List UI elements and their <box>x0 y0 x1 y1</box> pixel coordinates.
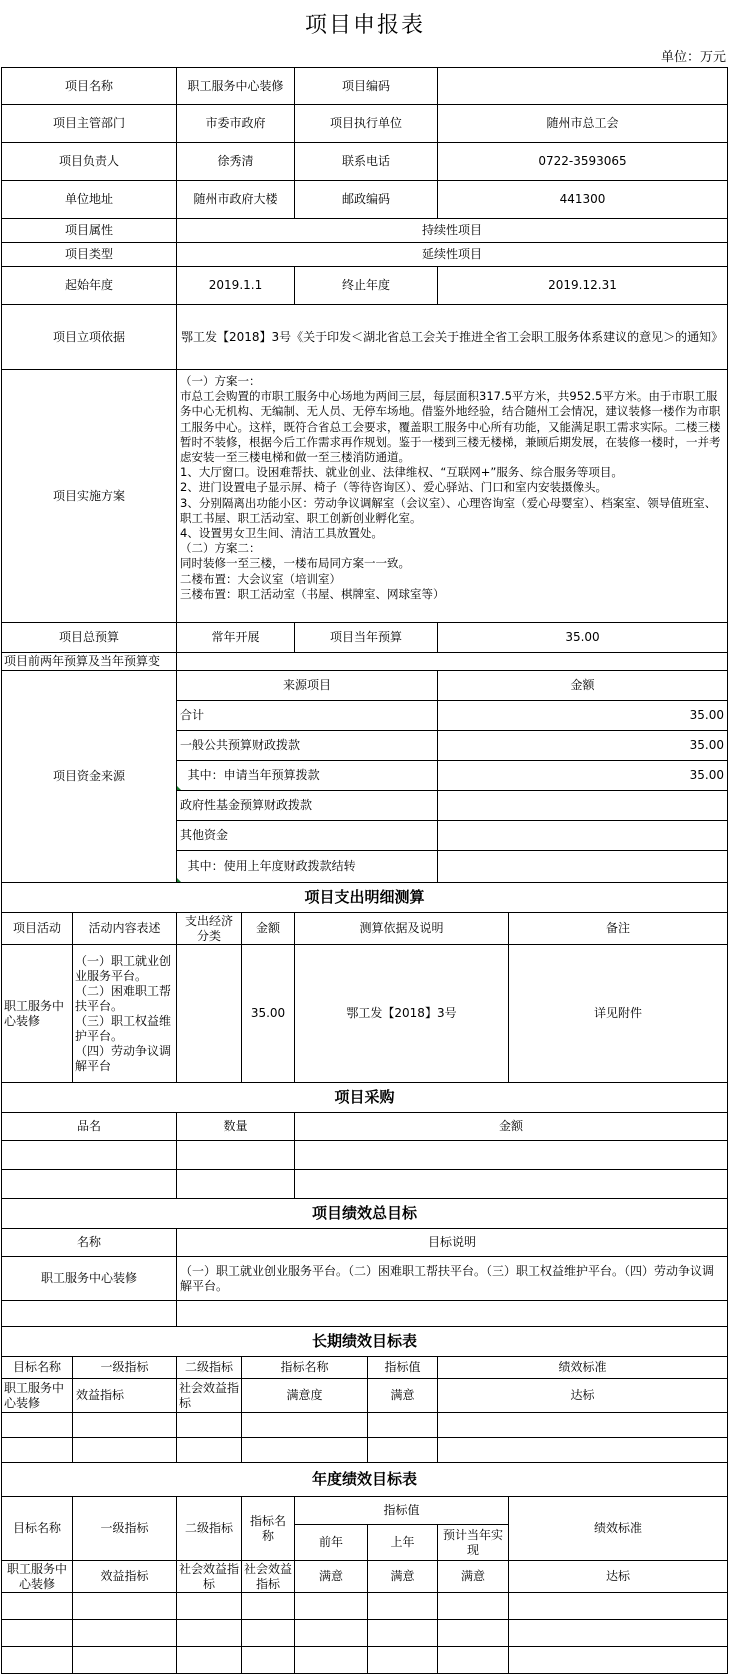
funding-col-amount: 金额 <box>438 671 728 701</box>
performance-name: 职工服务中心装修 <box>1 1257 177 1301</box>
funding-col-source: 来源项目 <box>177 671 438 701</box>
basis-value: 鄂工发【2018】3号《关于印发＜湖北省总工会关于推进全省工会职工服务体系建议的意见＞的通知》 <box>177 305 728 370</box>
annual-cell <box>509 1647 728 1674</box>
expense-header: 金额 <box>242 913 295 945</box>
longterm-cell: 效益指标 <box>73 1379 177 1413</box>
longterm-cell <box>438 1438 728 1463</box>
plan-label: 项目实施方案 <box>1 370 177 623</box>
annual-cell <box>368 1593 438 1620</box>
annual-cell <box>1 1647 73 1674</box>
expense-header: 支出经济分类 <box>177 913 242 945</box>
code-label: 项目编码 <box>295 67 438 105</box>
performance-header: 目标说明 <box>177 1229 728 1257</box>
longterm-cell <box>242 1413 368 1438</box>
longterm-cell <box>438 1413 728 1438</box>
annual-cell <box>438 1593 509 1620</box>
longterm-cell <box>368 1438 438 1463</box>
longterm-cell <box>242 1438 368 1463</box>
annual-cell <box>295 1593 368 1620</box>
longterm-header: 绩效标准 <box>438 1357 728 1379</box>
annual-cell <box>295 1620 368 1647</box>
annual-cell: 效益指标 <box>73 1561 177 1593</box>
longterm-header: 二级指标 <box>177 1357 242 1379</box>
prev-budget-label: 项目前两年预算及当年预算变 <box>1 653 177 671</box>
address-label: 单位地址 <box>1 181 177 219</box>
postcode-value: 441300 <box>438 181 728 219</box>
type-label: 项目类型 <box>1 243 177 267</box>
procurement-cell <box>177 1170 295 1199</box>
name-value: 职工服务中心装修 <box>177 67 295 105</box>
procurement-cell <box>295 1141 728 1170</box>
phone-label: 联系电话 <box>295 143 438 181</box>
expense-header: 活动内容表述 <box>73 913 177 945</box>
expense-header: 备注 <box>509 913 728 945</box>
annual-cell <box>242 1620 295 1647</box>
end-label: 终止年度 <box>295 267 438 305</box>
procurement-cell <box>1 1170 177 1199</box>
page-title: 项目申报表 <box>304 13 425 38</box>
funding-row-amount <box>438 791 728 821</box>
annual-sub-header: 预计当年实现 <box>438 1525 509 1561</box>
annual-cell <box>177 1593 242 1620</box>
postcode-label: 邮政编码 <box>295 181 438 219</box>
longterm-title: 长期绩效目标表 <box>1 1327 728 1357</box>
attr-label: 项目属性 <box>1 219 177 243</box>
exec-label: 项目执行单位 <box>295 105 438 143</box>
expense-content: （一）职工就业创业服务平台。 （二）困难职工帮扶平台。 （三）职工权益维护平台。 （四）劳动争议调解平台 <box>73 945 177 1083</box>
longterm-cell <box>73 1413 177 1438</box>
annual-cell <box>368 1647 438 1674</box>
longterm-cell: 社会效益指标 <box>177 1379 242 1413</box>
longterm-cell: 满意度 <box>242 1379 368 1413</box>
longterm-cell <box>177 1413 242 1438</box>
annual-header: 指标名称 <box>242 1497 295 1561</box>
longterm-cell <box>1 1413 73 1438</box>
funding-row-amount: 35.00 <box>438 701 728 731</box>
annual-header: 二级指标 <box>177 1497 242 1561</box>
annual-cell: 社会效益指标 <box>242 1561 295 1593</box>
expense-header: 项目活动 <box>1 913 73 945</box>
annual-cell <box>368 1620 438 1647</box>
annual-cell <box>242 1647 295 1674</box>
annual-cell <box>295 1647 368 1674</box>
procurement-cell <box>177 1141 295 1170</box>
application-form <box>1 67 728 1674</box>
start-label: 起始年度 <box>1 267 177 305</box>
annual-cell <box>509 1620 728 1647</box>
longterm-cell: 达标 <box>438 1379 728 1413</box>
longterm-cell <box>73 1438 177 1463</box>
procurement-title: 项目采购 <box>1 1083 728 1113</box>
attr-value: 持续性项目 <box>177 219 728 243</box>
annual-cell: 满意 <box>368 1561 438 1593</box>
funding-row-name: 合计 <box>177 701 438 731</box>
unit-label: 单位：万元 <box>660 50 726 65</box>
longterm-header: 指标值 <box>368 1357 438 1379</box>
cur-budget-value: 35.00 <box>438 623 728 653</box>
cur-budget-label: 项目当年预算 <box>295 623 438 653</box>
annual-cell <box>438 1647 509 1674</box>
funding-row-name: 其中：申请当年预算拨款 <box>177 761 438 791</box>
annual-cell <box>1 1620 73 1647</box>
funding-row-name: 其中：使用上年度财政拨款结转 <box>177 851 438 883</box>
annual-header: 指标值 <box>295 1497 509 1525</box>
leader-value: 徐秀清 <box>177 143 295 181</box>
plan-value: （一）方案一： 市总工会购置的市职工服务中心场地为两间三层，每层面积317.5平方米，共952.5平方米。由于市职工服务中心无机构、无编制、无人员、无停车场地。借鉴外地经验，结合随州工会情况，建议装修一楼作为市职工服务中心。这样，既符合省总工会要求，覆盖职工服务中心所有功能，又能满足职工需求实际。二楼三楼暂时不装修，根据今后工作需求再作规划。鉴于一楼到三楼无楼梯，兼顾后期发展，在装修一楼时，一并考虑安装一至三楼电梯和做一至三楼消防通道。 1、大厅窗口。设困难帮扶、就业创业、法律维权、“互联网+”服务、综合服务等项目。 2、进门设置电子显示屏、椅子（等待咨询区）、爱心驿站、门口和室内安装摄像头。 3、分别隔离出功能小区：劳动争议调解室（会议室）、心理咨询室（爱心母婴室）、档案室、领导值班室、职工书屋、职工活动室、职工创新创业孵化室。 4、设置男女卫生间、清洁工具放置处。 （二）方案二： 同时装修一至三楼，一楼布局同方案一一致。 二楼布置：大会议室（培训室） 三楼布置：职工活动室（书屋、棋牌室、网球室等） <box>177 370 728 623</box>
comment-marker-icon <box>177 877 181 882</box>
funding-row-name: 一般公共预算财政拨款 <box>177 731 438 761</box>
longterm-cell <box>1 1438 73 1463</box>
expense-activity: 职工服务中心装修 <box>1 945 73 1083</box>
annual-cell <box>73 1620 177 1647</box>
funding-row-amount: 35.00 <box>438 761 728 791</box>
annual-cell <box>73 1593 177 1620</box>
annual-header: 绩效标准 <box>509 1497 728 1561</box>
performance-cell <box>1 1301 177 1327</box>
annual-cell: 达标 <box>509 1561 728 1593</box>
longterm-cell: 职工服务中心装修 <box>1 1379 73 1413</box>
budget-label: 项目总预算 <box>1 623 177 653</box>
performance-cell <box>177 1301 728 1327</box>
annual-sub-header: 上年 <box>368 1525 438 1561</box>
annual-cell: 社会效益指标 <box>177 1561 242 1593</box>
longterm-header: 指标名称 <box>242 1357 368 1379</box>
expense-title: 项目支出明细测算 <box>1 883 728 913</box>
longterm-header: 一级指标 <box>73 1357 177 1379</box>
procurement-header: 品名 <box>1 1113 177 1141</box>
procurement-cell <box>295 1170 728 1199</box>
performance-desc: （一）职工就业创业服务平台。（二）困难职工帮扶平台。（三）职工权益维护平台。（四）劳动争议调解平台。 <box>177 1257 728 1301</box>
budget-value: 常年开展 <box>177 623 295 653</box>
annual-cell <box>177 1647 242 1674</box>
expense-header: 测算依据及说明 <box>295 913 509 945</box>
code-value <box>438 67 728 105</box>
expense-note: 详见附件 <box>509 945 728 1083</box>
annual-title: 年度绩效目标表 <box>1 1463 728 1497</box>
name-label: 项目名称 <box>1 67 177 105</box>
end-value: 2019.12.31 <box>438 267 728 305</box>
comment-marker-icon <box>177 785 181 790</box>
funding-row-amount <box>438 821 728 851</box>
funding-row-name: 其他资金 <box>177 821 438 851</box>
annual-cell <box>242 1593 295 1620</box>
start-value: 2019.1.1 <box>177 267 295 305</box>
procurement-cell <box>1 1141 177 1170</box>
funding-label: 项目资金来源 <box>1 671 177 883</box>
annual-sub-header: 前年 <box>295 1525 368 1561</box>
funding-row-amount: 35.00 <box>438 731 728 761</box>
longterm-header: 目标名称 <box>1 1357 73 1379</box>
funding-row-name: 政府性基金预算财政拨款 <box>177 791 438 821</box>
expense-amount: 35.00 <box>242 945 295 1083</box>
exec-value: 随州市总工会 <box>438 105 728 143</box>
annual-header: 目标名称 <box>1 1497 73 1561</box>
longterm-cell <box>177 1438 242 1463</box>
annual-cell <box>1 1593 73 1620</box>
annual-cell <box>73 1647 177 1674</box>
procurement-header: 金额 <box>295 1113 728 1141</box>
performance-title: 项目绩效总目标 <box>1 1199 728 1229</box>
procurement-header: 数量 <box>177 1113 295 1141</box>
address-value: 随州市政府大楼 <box>177 181 295 219</box>
expense-basis: 鄂工发【2018】3号 <box>295 945 509 1083</box>
leader-label: 项目负责人 <box>1 143 177 181</box>
annual-cell <box>438 1620 509 1647</box>
annual-header: 一级指标 <box>73 1497 177 1561</box>
basis-label: 项目立项依据 <box>1 305 177 370</box>
annual-cell: 职工服务中心装修 <box>1 1561 73 1593</box>
annual-cell <box>509 1593 728 1620</box>
longterm-cell: 满意 <box>368 1379 438 1413</box>
phone-value: 0722-3593065 <box>438 143 728 181</box>
expense-category <box>177 945 242 1083</box>
type-value: 延续性项目 <box>177 243 728 267</box>
annual-cell <box>177 1620 242 1647</box>
performance-header: 名称 <box>1 1229 177 1257</box>
annual-cell: 满意 <box>295 1561 368 1593</box>
funding-row-amount <box>438 851 728 883</box>
dept-label: 项目主管部门 <box>1 105 177 143</box>
prev-budget-value <box>177 653 728 671</box>
dept-value: 市委市政府 <box>177 105 295 143</box>
annual-cell: 满意 <box>438 1561 509 1593</box>
longterm-cell <box>368 1413 438 1438</box>
